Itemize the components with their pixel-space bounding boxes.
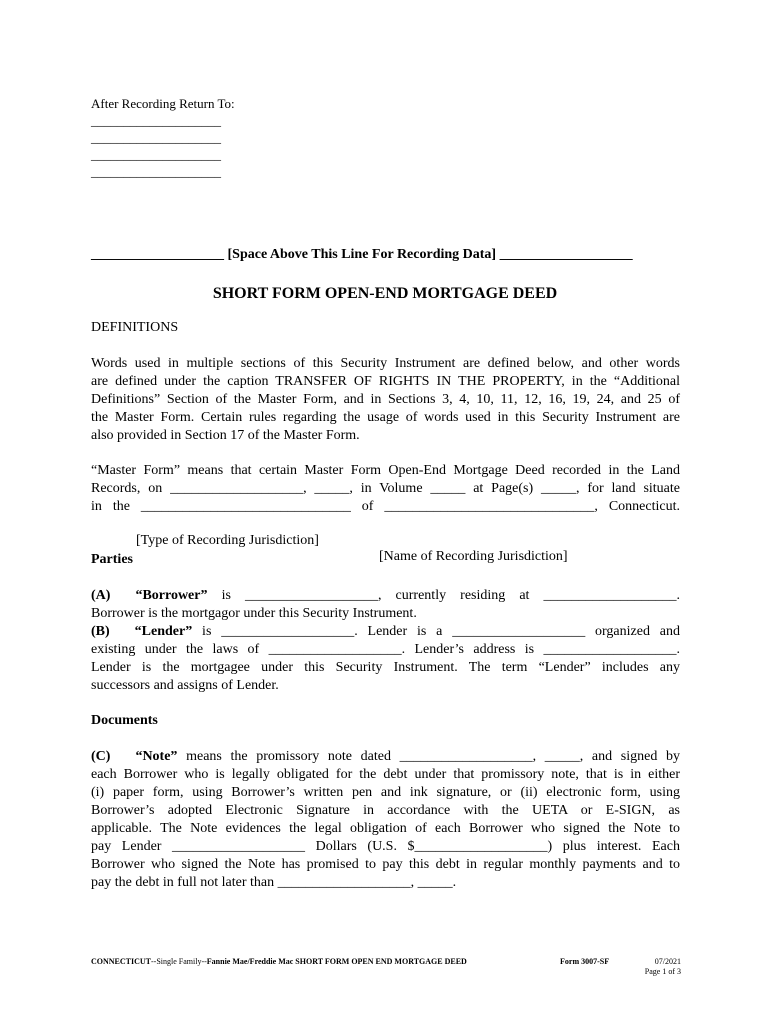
defined-term: “Note” <box>135 749 178 764</box>
paragraph-line: applicable. The Note evidences the legal obligation of each Borrower who signed the Note to <box>91 821 680 836</box>
defined-term: “Lender” <box>134 624 193 639</box>
paragraph-line <box>91 623 680 641</box>
footer-form-number: Form 3007-SF <box>560 957 610 966</box>
note-definition <box>91 748 680 892</box>
footer-form-name: Fannie Mae/Freddie Mac SHORT FORM OPEN END MORTGAGE DEED <box>206 957 467 966</box>
paragraph-line: Borrower who signed the Note has promised to pay this debt in regular monthly payments and to <box>91 857 680 872</box>
footer-form-title <box>91 957 467 967</box>
return-to-line: ____________________ <box>91 164 221 179</box>
return-to-block <box>91 95 235 180</box>
footer-date: 07/2021 <box>654 957 681 966</box>
paragraph-line: Lender is the mortgagee under this Security Instrument. The term “Lender” includes any <box>91 660 680 675</box>
paragraph-line: (i) paper form, using Borrower’s written pen and ink signature, or (ii) electronic form, using <box>91 785 680 800</box>
paragraph-text: means the promissory note dated ___________________, _____, and signed by <box>177 749 680 764</box>
paragraph-line: successors and assigns of Lender. <box>91 678 279 693</box>
definitions-paragraph <box>91 355 680 445</box>
borrower-definition <box>91 587 680 623</box>
item-marker: (C) <box>91 749 111 764</box>
paragraph-line <box>91 748 680 766</box>
return-to-heading: After Recording Return To: <box>91 96 235 111</box>
paragraph-line: each Borrower who is legally obligated for the debt under that promissory note, that is in either <box>91 767 680 782</box>
paragraph-line: the Master Form. Certain rules regarding the usage of words used in this Security Instrument are <box>91 410 680 425</box>
recording-data-line: ___________________ [Space Above This Line For Recording Data] ___________________ <box>91 247 633 262</box>
documents-heading: Documents <box>91 713 158 728</box>
return-to-line: ____________________ <box>91 113 221 128</box>
paragraph-line: existing under the laws of ___________________. Lender’s address is ___________________. <box>91 642 680 657</box>
lender-definition <box>91 623 680 695</box>
item-marker: (A) <box>91 588 111 603</box>
paragraph-line: Borrower’s adopted Electronic Signature in accordance with the UETA or E-SIGN, as <box>91 803 680 818</box>
return-to-line: ____________________ <box>91 130 221 145</box>
document-title: SHORT FORM OPEN-END MORTGAGE DEED <box>212 285 558 302</box>
paragraph-line: also provided in Section 17 of the Master Form. <box>91 428 360 443</box>
item-marker: (B) <box>91 624 110 639</box>
name-of-jurisdiction-label: [Name of Recording Jurisdiction] <box>379 549 568 564</box>
paragraph-line: are defined under the caption TRANSFER OF RIGHTS IN THE PROPERTY, in the “Additional <box>91 374 680 389</box>
paragraph-text: is ___________________, currently residing at ___________________. <box>207 588 680 603</box>
parties-heading: Parties <box>91 552 133 567</box>
master-form-paragraph <box>91 462 680 516</box>
footer-family: --Single Family-- <box>151 957 207 966</box>
footer-date-page <box>645 957 681 977</box>
paragraph-line: in the ______________________________ of ______________________________, Connecticut. <box>91 499 680 514</box>
jurisdiction-labels <box>91 517 680 581</box>
paragraph-text: is ___________________. Lender is a ___________________ organized and <box>192 624 680 639</box>
paragraph-line: Borrower is the mortgagor under this Security Instrument. <box>91 606 417 621</box>
paragraph-line: pay Lender ___________________ Dollars (U.S. $___________________) plus interest. Each <box>91 839 680 854</box>
paragraph-line: Definitions” Section of the Master Form, and in Sections 3, 4, 10, 11, 12, 16, 19, 24, and 25 of <box>91 392 680 407</box>
paragraph-line: pay the debt in full not later than ___________________, _____. <box>91 875 457 890</box>
definitions-heading: DEFINITIONS <box>91 320 179 335</box>
defined-term: “Borrower” <box>135 588 208 603</box>
type-of-jurisdiction-label: [Type of Recording Jurisdiction] <box>136 533 319 548</box>
footer-page-number: Page 1 of 3 <box>644 967 681 976</box>
paragraph-line: Words used in multiple sections of this Security Instrument are defined below, and other words <box>91 356 680 371</box>
paragraph-line <box>91 587 680 605</box>
footer-state: CONNECTICUT <box>91 957 152 966</box>
return-to-line: ____________________ <box>91 147 221 162</box>
paragraph-line: “Master Form” means that certain Master Form Open-End Mortgage Deed recorded in the Land <box>91 463 680 478</box>
paragraph-line: Records, on ___________________, _____, in Volume _____ at Page(s) _____, for land situate <box>91 481 680 496</box>
